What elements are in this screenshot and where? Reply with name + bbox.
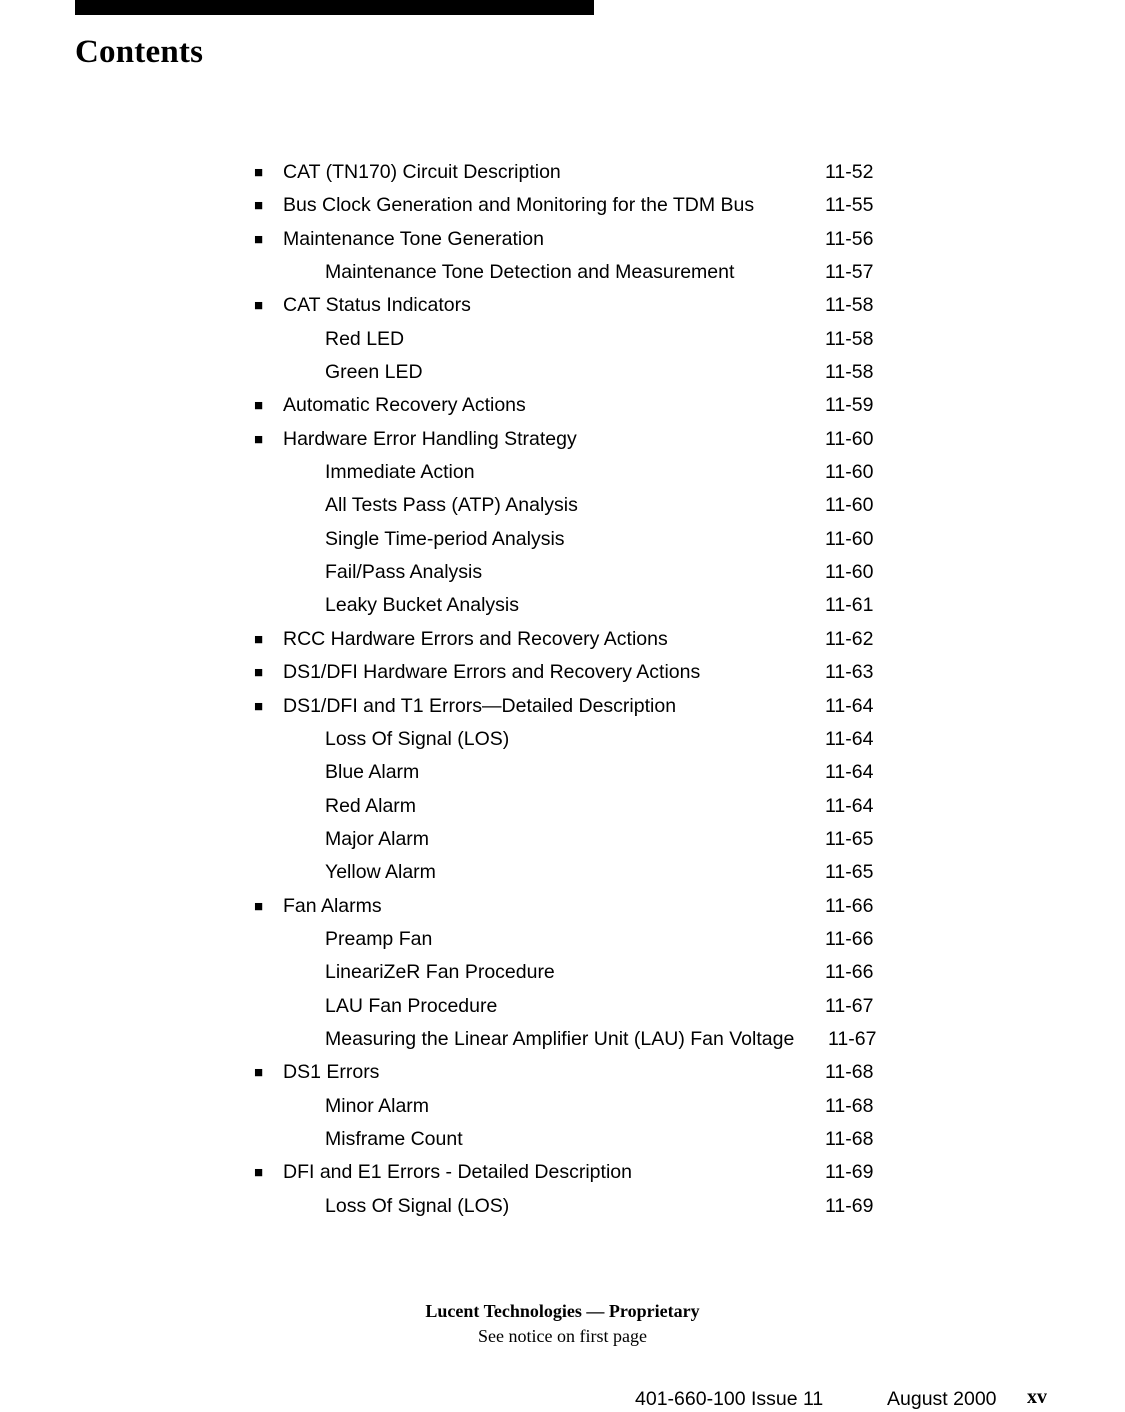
toc-entry-title: Minor Alarm <box>325 1094 430 1117</box>
toc-entry[interactable] <box>0 523 1125 556</box>
toc-entry-page: 11-58 <box>825 327 874 350</box>
toc-entry-page: 11-64 <box>825 761 874 784</box>
toc-entry[interactable] <box>0 956 1125 989</box>
toc-entry-page: 11-64 <box>825 727 874 750</box>
toc-entry-title: Maintenance Tone Generation <box>283 227 544 250</box>
toc-entry-title: Measuring the Linear Amplifier Unit (LAU) Fan Voltage <box>325 1027 795 1050</box>
toc-entry-page: 11-60 <box>825 461 874 484</box>
toc-entry[interactable] <box>0 1190 1125 1223</box>
toc-entry-page: 11-52 <box>825 161 874 183</box>
toc-entry[interactable] <box>0 723 1125 756</box>
toc-entry-title: Fail/Pass Analysis <box>325 561 483 584</box>
square-bullet-icon: ■ <box>254 230 264 248</box>
toc-entry[interactable] <box>0 156 1125 189</box>
square-bullet-icon: ■ <box>254 164 264 181</box>
toc-entry[interactable] <box>0 289 1125 322</box>
toc-entry-page: 11-67 <box>828 1027 877 1050</box>
footer-page-number: xv <box>1027 1386 1047 1408</box>
toc-entry[interactable] <box>0 223 1125 256</box>
toc-entry[interactable] <box>0 556 1125 589</box>
footer-notice: See notice on first page <box>478 1326 647 1346</box>
toc-entry[interactable] <box>0 1123 1125 1156</box>
square-bullet-icon: ■ <box>254 697 264 715</box>
footer-date: August 2000 <box>887 1388 997 1410</box>
toc-entry-title: Leaky Bucket Analysis <box>325 594 520 617</box>
toc-entry-title: All Tests Pass (ATP) Analysis <box>325 494 578 517</box>
toc-entry-title: Fan Alarms <box>283 894 382 917</box>
toc-entry-title: CAT (TN170) Circuit Description <box>283 161 561 183</box>
toc-entry-page: 11-69 <box>825 1194 874 1217</box>
footer-document-id: 401-660-100 Issue 11 <box>635 1388 824 1410</box>
table-of-contents <box>0 156 1125 1223</box>
square-bullet-icon: ■ <box>254 1064 264 1082</box>
toc-entry-page: 11-68 <box>825 1127 874 1150</box>
toc-entry[interactable] <box>0 690 1125 723</box>
toc-entry[interactable] <box>0 856 1125 889</box>
toc-entry-page: 11-68 <box>825 1094 874 1117</box>
toc-entry-page: 11-63 <box>825 661 874 684</box>
toc-entry[interactable] <box>0 189 1125 222</box>
toc-entry-page: 11-56 <box>825 227 874 250</box>
toc-entry-title: DFI and E1 Errors - Detailed Description <box>283 1161 632 1184</box>
toc-entry[interactable] <box>0 423 1125 456</box>
toc-entry-title: Green LED <box>325 361 423 384</box>
toc-entry-title: Blue Alarm <box>325 761 420 784</box>
toc-entry-title: Preamp Fan <box>325 927 433 950</box>
toc-entry-page: 11-55 <box>825 194 874 217</box>
toc-entry-page: 11-65 <box>825 827 874 850</box>
toc-entry-title: DS1/DFI and T1 Errors—Detailed Description <box>283 694 677 717</box>
toc-entry-page: 11-60 <box>825 494 874 517</box>
toc-entry[interactable] <box>0 1156 1125 1189</box>
toc-entry-page: 11-60 <box>825 527 874 550</box>
toc-entry-page: 11-66 <box>825 961 874 984</box>
toc-entry[interactable] <box>0 323 1125 356</box>
square-bullet-icon: ■ <box>254 297 264 315</box>
toc-entry[interactable] <box>0 1023 1125 1056</box>
toc-entry-title: Immediate Action <box>325 461 475 484</box>
toc-entry-page: 11-65 <box>825 861 874 884</box>
toc-entry-title: Red Alarm <box>325 794 417 817</box>
toc-entry-page: 11-58 <box>825 361 874 384</box>
toc-entry[interactable] <box>0 656 1125 689</box>
toc-entry[interactable] <box>0 823 1125 856</box>
page-title: Contents <box>75 34 204 70</box>
toc-entry[interactable] <box>0 790 1125 823</box>
toc-entry[interactable] <box>0 990 1125 1023</box>
square-bullet-icon: ■ <box>254 197 264 215</box>
square-bullet-icon: ■ <box>254 664 264 682</box>
square-bullet-icon: ■ <box>254 430 264 448</box>
square-bullet-icon: ■ <box>254 630 264 648</box>
toc-entry-title: Automatic Recovery Actions <box>283 394 526 417</box>
toc-entry-page: 11-60 <box>825 427 874 450</box>
toc-entry-page: 11-57 <box>825 261 874 284</box>
toc-entry[interactable] <box>0 623 1125 656</box>
toc-entry[interactable] <box>0 589 1125 622</box>
toc-entry[interactable] <box>0 923 1125 956</box>
toc-entry-page: 11-61 <box>825 594 874 617</box>
toc-entry[interactable] <box>0 1090 1125 1123</box>
toc-entry-page: 11-58 <box>825 294 874 317</box>
toc-entry-page: 11-68 <box>825 1061 874 1084</box>
toc-entry[interactable] <box>0 1056 1125 1089</box>
square-bullet-icon: ■ <box>254 897 264 915</box>
toc-entry[interactable] <box>0 456 1125 489</box>
toc-entry-page: 11-66 <box>825 894 874 917</box>
toc-entry-title: Hardware Error Handling Strategy <box>283 427 577 450</box>
toc-entry[interactable] <box>0 356 1125 389</box>
toc-entry-page: 11-60 <box>825 561 874 584</box>
toc-entry-title: Maintenance Tone Detection and Measurement <box>325 261 735 284</box>
toc-entry-title: LineariZeR Fan Procedure <box>325 961 555 984</box>
toc-entry-title: Single Time-period Analysis <box>325 527 565 550</box>
toc-entry[interactable] <box>0 389 1125 422</box>
square-bullet-icon: ■ <box>254 397 264 415</box>
toc-entry-title: Major Alarm <box>325 827 430 850</box>
toc-entry[interactable] <box>0 890 1125 923</box>
toc-entry[interactable] <box>0 756 1125 789</box>
toc-entry-page: 11-64 <box>825 794 874 817</box>
header-rule <box>75 0 594 15</box>
toc-entry-title: DS1/DFI Hardware Errors and Recovery Actions <box>283 661 701 684</box>
toc-entry-page: 11-64 <box>825 694 874 717</box>
toc-entry[interactable] <box>0 489 1125 522</box>
toc-entry-title: LAU Fan Procedure <box>325 994 498 1017</box>
toc-entry-page: 11-67 <box>825 994 874 1017</box>
toc-entry[interactable] <box>0 256 1125 289</box>
square-bullet-icon: ■ <box>254 1164 264 1182</box>
toc-entry-title: Loss Of Signal (LOS) <box>325 1194 510 1217</box>
footer-company: Lucent Technologies — Proprietary <box>425 1301 700 1321</box>
toc-entry-page: 11-69 <box>825 1161 874 1184</box>
toc-entry-title: Yellow Alarm <box>325 861 436 884</box>
toc-entry-title: Loss Of Signal (LOS) <box>325 727 510 750</box>
toc-entry-title: Red LED <box>325 327 405 350</box>
toc-entry-page: 11-66 <box>825 927 874 950</box>
toc-entry-title: CAT Status Indicators <box>283 294 471 317</box>
toc-entry-title: RCC Hardware Errors and Recovery Actions <box>283 627 668 650</box>
toc-entry-title: Bus Clock Generation and Monitoring for the TDM Bus <box>283 194 755 217</box>
toc-entry-page: 11-59 <box>825 394 874 417</box>
toc-entry-title: Misframe Count <box>325 1127 463 1150</box>
toc-entry-page: 11-62 <box>825 627 874 650</box>
toc-entry-title: DS1 Errors <box>283 1061 380 1084</box>
